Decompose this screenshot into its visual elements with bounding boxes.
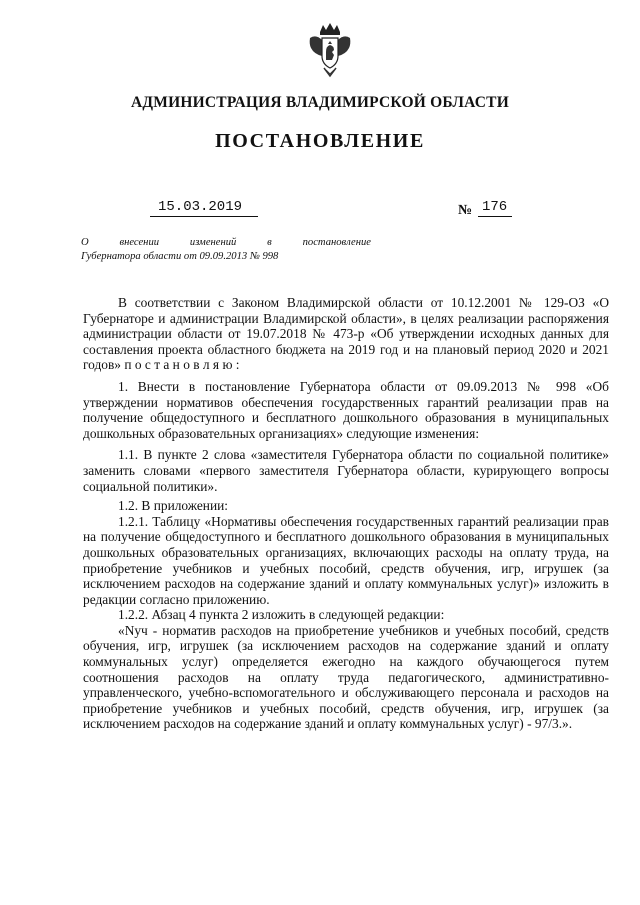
document-body: [83, 295, 609, 732]
subject-line-1: О внесении изменений в постановление: [81, 237, 371, 248]
document-number: 176: [478, 199, 512, 217]
coat-of-arms-emblem: [308, 22, 352, 78]
document-type-title: ПОСТАНОВЛЕНИЕ: [215, 130, 425, 152]
paragraph-item-1-2-2: 1.2.2. Абзац 4 пункта 2 изложить в следующей редакции:: [118, 607, 445, 623]
paragraph-item-1-1: 1.1. В пункте 2 слова «заместителя Губернатора области по социальной политике» заменить словами «первого заместителя Губернатора области, курирующего вопросы социальной политики».: [83, 447, 609, 494]
document-subject: [81, 236, 371, 264]
organization-title: АДМИНИСТРАЦИЯ ВЛАДИМИРСКОЙ ОБЛАСТИ: [131, 94, 509, 111]
paragraph-item-1-2-1: 1.2.1. Таблицу «Нормативы обеспечения государственных гарантий реализации прав на получение общедоступного и бесплатного дошкольного образования в муниципальных дошкольных образовательных организациях, включающих расходы на оплату труда, на приобретение учебников и учебных пособий, средств обучения, игр, игрушек (за исключением расходов на содержание зданий и оплату коммунальных услуг)» изложить в редакции согласно приложению.: [83, 513, 609, 607]
vladimir-coat-of-arms-icon: [308, 22, 352, 78]
paragraph-item-1: 1. Внести в постановление Губернатора области от 09.09.2013 № 998 «Об утверждении нормативов обеспечения государственных гарантий реализации прав на получение общедоступного и бесплатного дошкольного образования в муниципальных дошкольных образовательных организациях» следующие изменения:: [83, 378, 609, 441]
subject-line-2: Губернатора области от 09.09.2013 № 998: [81, 251, 279, 262]
paragraph-quote: «Nуч - норматив расходов на приобретение учебников и учебных пособий, средств обучения, игр, игрушек (за исключением расходов на содержание зданий и оплату коммунальных услуг) определяется ежегодно на каждого обучающегося путем соотношения расходов на оплату труда педагогического, административно-управленческого, учебно-вспомогательного и обслуживающего персонала и расходов на приобретение учебников и учебных пособий, средств обучения, игр, игрушек (за исключением расходов на содержание зданий и оплату коммунальных услуг) - 97/3.».: [83, 622, 609, 732]
paragraph-preamble: В соответствии с Законом Владимирской области от 10.12.2001 № 129-ОЗ «О Губернаторе и администрации Владимирской области», в целях реализации распоряжения администрации области от 19.07.2018 № 473-р «Об утверждении исходных данных для составления проекта областного бюджета на 2019 год и на плановый период 2020 и 2021 годов» п о с т а н о в л я ю :: [83, 295, 609, 373]
document-date: 15.03.2019: [150, 199, 258, 217]
number-sign: №: [458, 203, 473, 218]
paragraph-item-1-2: 1.2. В приложении:: [118, 498, 229, 514]
